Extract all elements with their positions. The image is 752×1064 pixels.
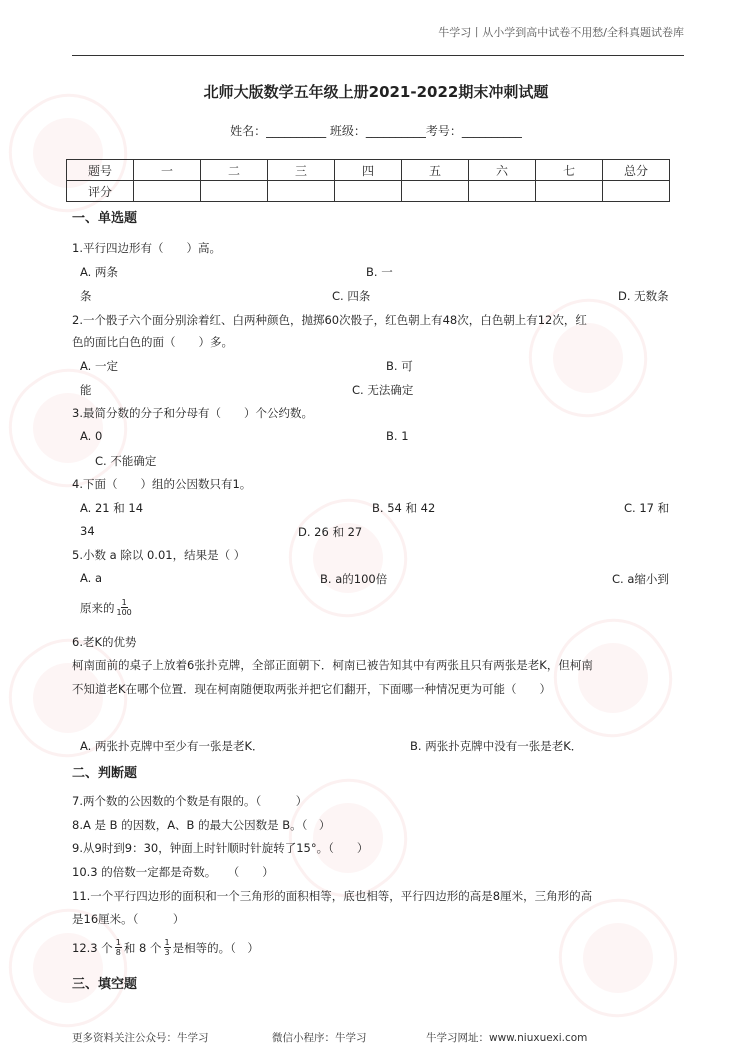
option: 34 bbox=[80, 524, 95, 538]
fraction-numerator: 1 bbox=[121, 598, 127, 607]
question-text: 和 8 个 bbox=[123, 940, 162, 955]
fraction-denominator: 8 bbox=[115, 948, 121, 957]
table-cell: 六 bbox=[469, 160, 536, 181]
fraction bbox=[115, 938, 122, 957]
fraction bbox=[117, 598, 132, 617]
table-cell: 七 bbox=[536, 160, 603, 181]
option: B. 可 bbox=[386, 359, 413, 373]
question-stem: 5.小数 a 除以 0.01，结果是（ ） bbox=[72, 548, 246, 562]
section-heading: 三、填空题 bbox=[72, 977, 138, 992]
table-cell: 题号 bbox=[67, 160, 134, 181]
section-heading: 二、判断题 bbox=[72, 766, 138, 781]
option: D. 无数条 bbox=[618, 289, 669, 303]
option: B. a的100倍 bbox=[320, 572, 388, 586]
fraction bbox=[164, 938, 171, 957]
table-cell: 三 bbox=[268, 160, 335, 181]
question-stem: 9.从9时到9：30，钟面上时针顺时针旋转了15°。（ ） bbox=[72, 841, 369, 855]
option: C. a缩小到 bbox=[612, 572, 669, 586]
question-text: 是相等的。（ ） bbox=[172, 940, 259, 955]
question-stem: 1.平行四边形有（ ）高。 bbox=[72, 241, 221, 255]
option: C. 四条 bbox=[332, 289, 371, 303]
table-cell: 五 bbox=[402, 160, 469, 181]
header-text: 牛学习丨从小学到高中试卷不用愁/全科真题试卷库 bbox=[438, 26, 684, 39]
section-heading: 一、单选题 bbox=[72, 211, 138, 226]
score-table-score-row bbox=[67, 181, 670, 202]
score-input-cell[interactable] bbox=[268, 181, 335, 202]
question-stem: 6.老K的优势 bbox=[72, 635, 137, 649]
option: A. a bbox=[80, 571, 103, 585]
question-stem: 8.A 是 B 的因数，A、B 的最大公因数是 B。（ ） bbox=[72, 818, 331, 832]
score-table-header-row bbox=[67, 160, 670, 181]
score-input-cell[interactable] bbox=[335, 181, 402, 202]
option: A. 0 bbox=[80, 429, 103, 443]
option: A. 两条 bbox=[80, 265, 118, 279]
question-stem: 7.两个数的公因数的个数是有限的。（ ） bbox=[72, 794, 308, 808]
option: B. 54 和 42 bbox=[372, 501, 436, 515]
question-stem bbox=[72, 938, 259, 957]
question-text: 12.3 个 bbox=[72, 940, 113, 955]
question-stem: 色的面比白色的面（ ）多。 bbox=[72, 335, 233, 349]
option: C. 不能确定 bbox=[95, 454, 157, 468]
question-stem: 10.3 的倍数一定都是奇数。 （ ） bbox=[72, 865, 274, 879]
table-cell: 四 bbox=[335, 160, 402, 181]
question-stem: 是16厘米。（ ） bbox=[72, 912, 185, 926]
option: A. 21 和 14 bbox=[80, 501, 144, 515]
question-stem: 11.一个平行四边形的面积和一个三角形的面积相等，底也相等，平行四边形的高是8厘米，三角形的高 bbox=[72, 889, 593, 903]
fraction-denominator: 100 bbox=[116, 608, 132, 617]
option: C. 无法确定 bbox=[352, 383, 414, 397]
option: B. 一 bbox=[366, 265, 393, 279]
footer-wechat-account: 更多资料关注公众号：牛学习 bbox=[72, 1032, 209, 1044]
question-stem: 2.一个骰子六个面分别涂着红、白两种颜色，抛掷60次骰子，红色朝上有48次，白色朝上有12次，红 bbox=[72, 313, 587, 327]
score-input-cell[interactable] bbox=[603, 181, 670, 202]
header-rule bbox=[72, 55, 684, 56]
option: C. 17 和 bbox=[624, 501, 670, 515]
table-cell: 一 bbox=[134, 160, 201, 181]
option bbox=[80, 598, 134, 617]
fraction-numerator: 1 bbox=[115, 938, 121, 947]
table-cell: 评分 bbox=[67, 181, 134, 202]
question-stem: 柯南面前的桌子上放着6张扑克牌，全部正面朝下．柯南已被告知其中有两张且只有两张是老K，但柯南 bbox=[72, 658, 593, 672]
option: 条 bbox=[80, 289, 92, 303]
fraction-denominator: 3 bbox=[164, 948, 170, 957]
score-input-cell[interactable] bbox=[536, 181, 603, 202]
student-info-line: 姓名：__________ 班级：__________考号：__________ bbox=[230, 124, 522, 138]
score-input-cell[interactable] bbox=[201, 181, 268, 202]
option-text: 原来的 bbox=[80, 600, 115, 615]
watermark-logo bbox=[532, 597, 694, 759]
score-input-cell[interactable] bbox=[402, 181, 469, 202]
footer-website-link[interactable]: 牛学习网址：www.niuxuexi.com bbox=[426, 1032, 588, 1044]
score-table bbox=[66, 159, 670, 202]
footer-mini-program: 微信小程序：牛学习 bbox=[272, 1032, 367, 1044]
option: A. 两张扑克牌中至少有一张是老K． bbox=[80, 739, 264, 753]
option: D. 26 和 27 bbox=[298, 525, 363, 539]
question-stem: 不知道老K在哪个位置．现在柯南随便取两张并把它们翻开，下面哪一种情况更为可能（ ） bbox=[72, 682, 552, 696]
option: A. 一定 bbox=[80, 359, 118, 373]
fraction-numerator: 1 bbox=[164, 938, 170, 947]
question-stem: 4.下面（ ）组的公因数只有1。 bbox=[72, 477, 252, 491]
option: 能 bbox=[80, 383, 92, 397]
exam-title: 北师大版数学五年级上册2021-2022期末冲刺试题 bbox=[203, 83, 549, 101]
table-cell: 二 bbox=[201, 160, 268, 181]
question-stem: 3.最简分数的分子和分母有（ ）个公约数。 bbox=[72, 406, 313, 420]
score-input-cell[interactable] bbox=[134, 181, 201, 202]
table-cell: 总分 bbox=[603, 160, 670, 181]
option: B. 两张扑克牌中没有一张是老K． bbox=[410, 739, 583, 753]
option: B. 1 bbox=[386, 429, 409, 443]
score-input-cell[interactable] bbox=[469, 181, 536, 202]
